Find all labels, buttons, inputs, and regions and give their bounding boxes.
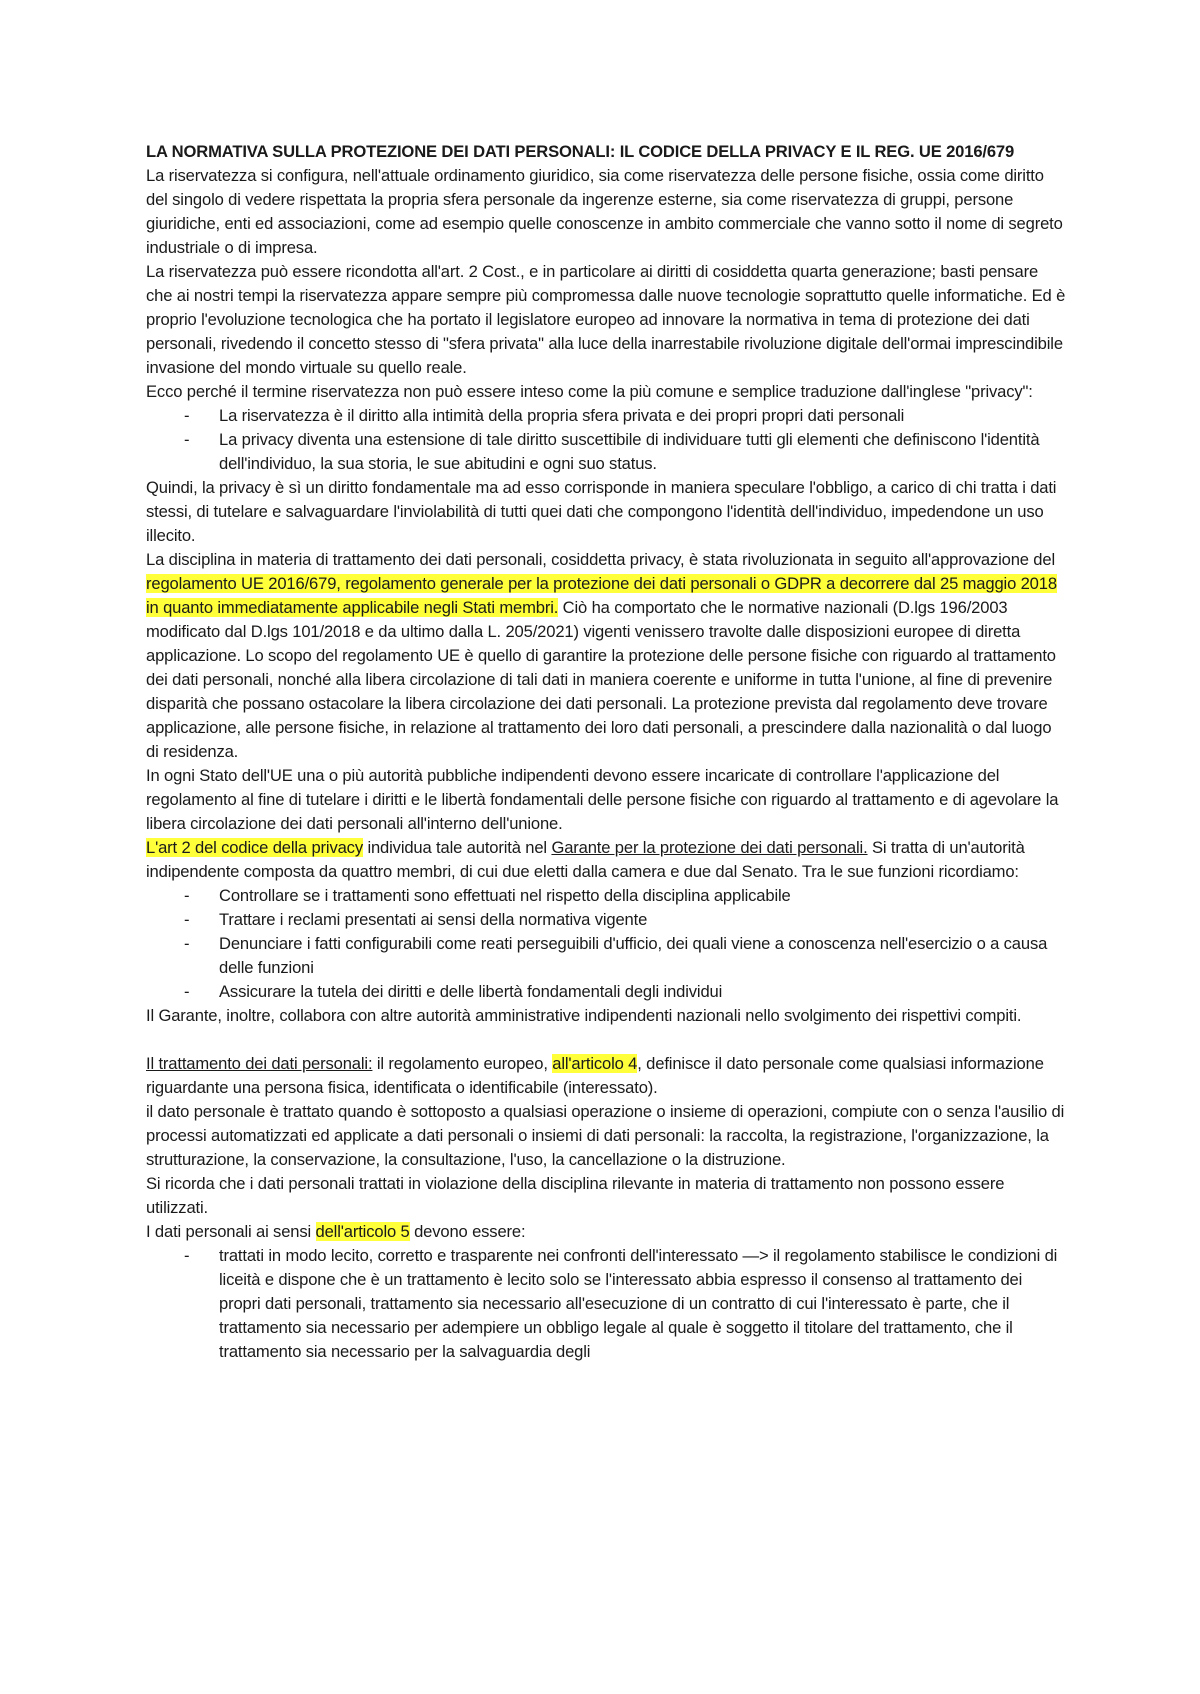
list-item: - La privacy diventa una estensione di tale diritto suscettibile di individuare tutti gli elementi che definiscono l'identità dell'individuo, la sua storia, le sue abitudini e ogni suo status. [146,428,1068,476]
paragraph-5-text-b: Ciò ha comportato che le normative nazionali (D.lgs 196/2003 modificato dal D.lgs 101/2018 e da ultimo dalla L. 205/2021) vigenti venissero travolte dalle disposizioni europee di diretta applicazione. Lo scopo del regolamento UE è quello di garantire la protezione delle persone fisiche con riguardo al trattamento dei dati personali, nonché alla libera circolazione di tali dati in maniera coerente e uniforme in tutta l'unione, al fine di prevenire disparità che possano ostacolare la libera circolazione dei dati personali. La protezione prevista dal regolamento deve trovare applicazione, alle persone fisiche, in relazione al trattamento dei loro dati personali, a prescindere dalla nazionalità o dal luogo di residenza. [146,598,1056,761]
document-title: LA NORMATIVA SULLA PROTEZIONE DEI DATI PERSONALI: IL CODICE DELLA PRIVACY E IL REG. UE 2016/679 [146,142,1015,161]
paragraph-5 [146,548,1068,764]
paragraph-6: In ogni Stato dell'UE una o più autorità pubbliche indipendenti devono essere incaricate di controllare l'applicazione del regolamento al fine di tutelare i diritti e le libertà fondamentali delle persone fisiche con riguardo al trattamento e di agevolare la libera circolazione dei dati personali all'interno dell'unione. [146,766,1059,833]
list-garante-functions [146,884,1068,1004]
paragraph-4: Quindi, la privacy è sì un diritto fondamentale ma ad esso corrisponde in maniera speculare l'obbligo, a carico di chi tratta i dati stessi, di tutelare e salvaguardare l'inviolabilità di tutti quei dati che compongono l'identità dell'individuo, impedendone un uso illecito. [146,478,1057,545]
paragraph-12 [146,1220,1068,1244]
paragraph-1: La riservatezza si configura, nell'attuale ordinamento giuridico, sia come riservatezza delle persone fisiche, ossia come diritto del singolo di vedere rispettata la propria sfera personale da ingerenze esterne, sia come riservatezza di gruppi, persone giuridiche, enti ed associazioni, come ad esempio quelle conoscenze in ambito commerciale che vanno sotto il nome di segreto industriale o di impresa. [146,166,1063,257]
highlight-art2: L'art 2 del codice della privacy [146,838,363,857]
paragraph-7-text-a: individua tale autorità nel [362,838,552,857]
list-item: - trattati in modo lecito, corretto e trasparente nei confronti dell'interessato —> il regolamento stabilisce le condizioni di liceità e dispone che è un trattamento è lecito solo se l'interessato abbia espresso il consenso al trattamento dei propri dati personali, trattamento sia necessario all'esecuzione di un contratto di cui l'interessato è parte, che il trattamento sia necessario per adempiere un obbligo legale al quale è soggetto il titolare del trattamento, che il trattamento sia necessario per la salvaguardia degli [146,1244,1068,1364]
list-privacy-definitions [146,404,1068,476]
paragraph-10: il dato personale è trattato quando è sottoposto a qualsiasi operazione o insieme di operazioni, compiute con o senza l'ausilio di processi automatizzati ed applicate a dati personali o insiemi di dati personali: la raccolta, la registrazione, l'organizzazione, la strutturazione, la conservazione, la consultazione, l'uso, la cancellazione o la distruzione. [146,1102,1065,1169]
paragraph-9-text-a: il regolamento europeo, [372,1054,553,1073]
list-art5-principles [146,1244,1068,1364]
paragraph-7 [146,836,1068,884]
underline-trattamento: Il trattamento dei dati personali: [146,1054,373,1073]
blank-line [146,1028,1068,1052]
highlight-gdpr: regolamento UE 2016/679, regolamento generale per la protezione dei dati personali o GDPR a decorrere dal 25 maggio 2018 in quanto immediatamente applicabile negli Stati membri. [146,574,1057,617]
list-item: - Assicurare la tutela dei diritti e delle libertà fondamentali degli individui [146,980,1068,1004]
highlight-art5: dell'articolo 5 [315,1222,410,1241]
paragraph-8: Il Garante, inoltre, collabora con altre autorità amministrative indipendenti nazionali nello svolgimento dei rispettivi compiti. [146,1006,1022,1025]
document-page [146,140,1068,1364]
paragraph-12-text-a: I dati personali ai sensi [146,1222,316,1241]
list-item: - Trattare i reclami presentati ai sensi della normativa vigente [146,908,1068,932]
paragraph-11: Si ricorda che i dati personali trattati in violazione della disciplina rilevante in materia di trattamento non possono essere utilizzati. [146,1174,1005,1217]
paragraph-9 [146,1052,1068,1100]
paragraph-7-text-b: Si tratta di un'autorità indipendente composta da quattro membri, di cui due eletti dalla camera e due dal Senato. Tra le sue funzioni ricordiamo: [146,838,1025,881]
paragraph-3: Ecco perché il termine riservatezza non può essere inteso come la più comune e semplice traduzione dall'inglese "privacy": [146,382,1033,401]
paragraph-12-text-b: devono essere: [409,1222,526,1241]
list-item: - La riservatezza è il diritto alla intimità della propria sfera privata e dei propri propri dati personali [146,404,1068,428]
paragraph-2: La riservatezza può essere ricondotta all'art. 2 Cost., e in particolare ai diritti di cosiddetta quarta generazione; basti pensare che ai nostri tempi la riservatezza appare sempre più compromessa dalle nuove tecnologie soprattutto quelle informatiche. Ed è proprio l'evoluzione tecnologica che ha portato il legislatore europeo ad innovare la normativa in tema di protezione dei dati personali, rivedendo il concetto stesso di "sfera privata" alla luce della inarrestabile rivoluzione digitale dell'ormai imprescindibile invasione del mondo virtuale su quello reale. [146,262,1066,377]
list-item: - Controllare se i trattamenti sono effettuati nel rispetto della disciplina applicabile [146,884,1068,908]
list-item: - Denunciare i fatti configurabili come reati perseguibili d'ufficio, dei quali viene a conoscenza nell'esercizio o a causa delle funzioni [146,932,1068,980]
highlight-art4: all'articolo 4 [552,1054,638,1073]
paragraph-5-text-a: La disciplina in materia di trattamento dei dati personali, cosiddetta privacy, è stata rivoluzionata in seguito all'approvazione del [146,550,1056,569]
paragraph-9-text-b: , definisce il dato personale come qualsiasi informazione riguardante una persona fisica, identificata o identificabile (interessato). [146,1054,1044,1097]
underline-garante: Garante per la protezione dei dati personali. [551,838,868,857]
